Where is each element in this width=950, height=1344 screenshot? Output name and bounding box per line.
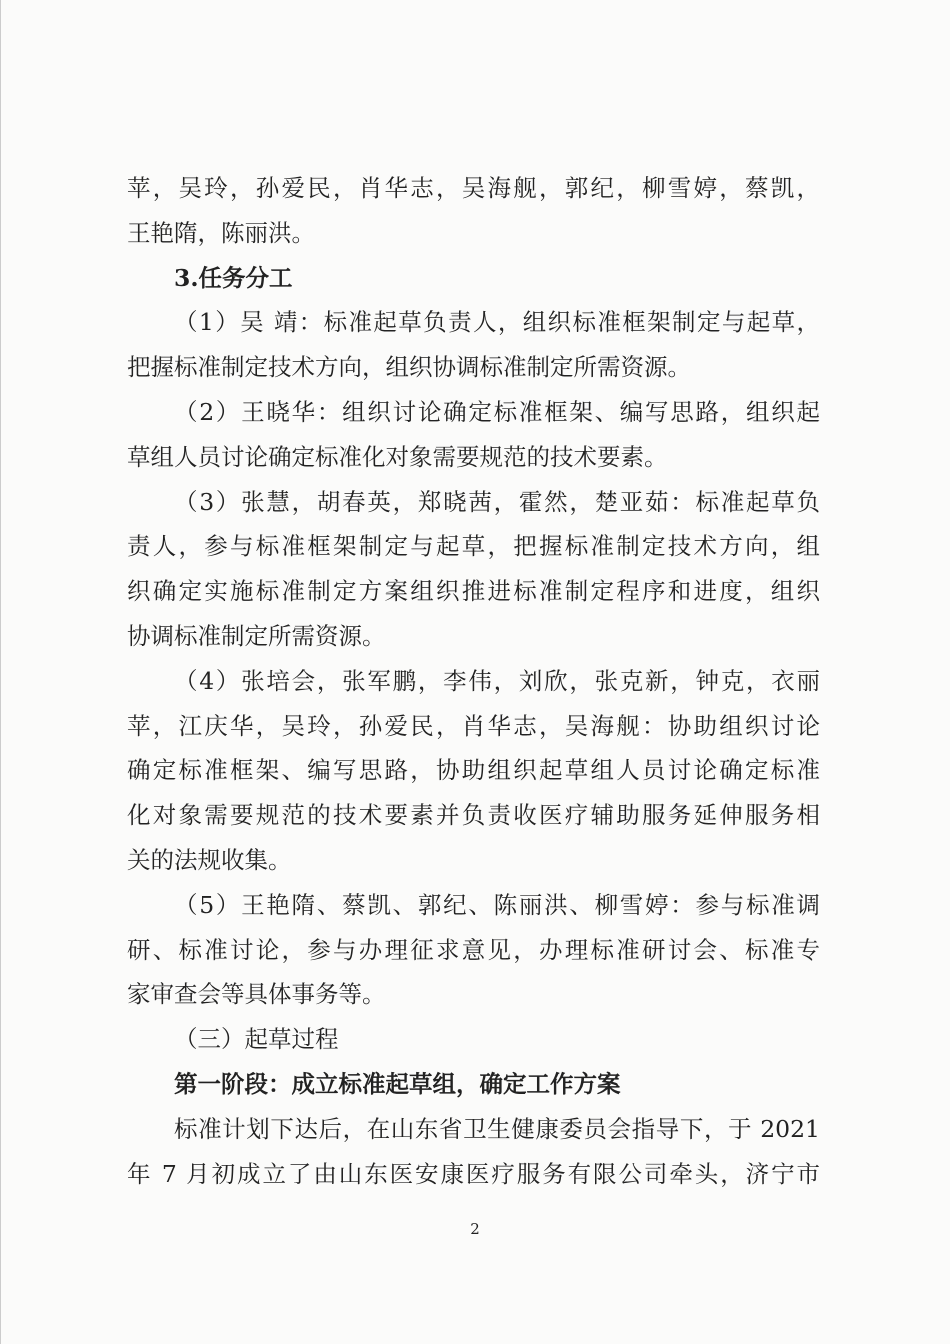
text-line: 确定标准框架、编写思路，协助组织起草组人员讨论确定标准 xyxy=(127,756,820,785)
text-line: 责人，参与标准框架制定与起草，把握标准制定技术方向，组 xyxy=(127,532,820,561)
scan-edge xyxy=(0,0,1,1344)
text-line: （2）王晓华：组织讨论确定标准框架、编写思路，组织起 xyxy=(174,397,820,426)
paragraph-task-2 xyxy=(127,390,820,480)
paragraph-heading-stage1 xyxy=(127,1062,820,1107)
text-line: 第一阶段：成立标准起草组，确定工作方案 xyxy=(174,1069,621,1098)
text-line: 年 7 月初成立了由山东医安康医疗服务有限公司牵头，济宁市 xyxy=(127,1159,820,1188)
text-line: 3.任务分工 xyxy=(174,263,293,292)
text-line: （4）张培会，张军鹏，李伟，刘欣，张克新，钟克，衣丽 xyxy=(174,666,820,695)
paragraph-stage1-text xyxy=(127,1107,820,1197)
text-line: 家审查会等具体事务等。 xyxy=(127,980,386,1009)
paragraph-task-4 xyxy=(127,659,820,883)
paragraph-task-5 xyxy=(127,883,820,1017)
text-line: （5）王艳隋、蔡凯、郭纪、陈丽洪、柳雪婷：参与标准调 xyxy=(174,890,820,919)
text-line: 关的法规收集。 xyxy=(127,845,292,874)
text-line: 研、标准讨论，参与办理征求意见，办理标准研讨会、标准专 xyxy=(127,935,820,964)
page-number: 2 xyxy=(470,1220,480,1238)
text-line: 织确定实施标准制定方案组织推进标准制定程序和进度，组织 xyxy=(127,577,820,606)
text-line: 协调标准制定所需资源。 xyxy=(127,621,386,650)
text-line: 把握标准制定技术方向，组织协调标准制定所需资源。 xyxy=(127,353,691,382)
text-line: 化对象需要规范的技术要素并负责收医疗辅助服务延伸服务相 xyxy=(127,801,820,830)
text-line: （三）起草过程 xyxy=(174,1025,339,1054)
text-line: 标准计划下达后，在山东省卫生健康委员会指导下，于 2021 xyxy=(174,1114,820,1143)
text-line: 苹，江庆华，吴玲，孙爱民，肖华志，吴海舰：协助组织讨论 xyxy=(127,711,820,740)
text-line: 草组人员讨论确定标准化对象需要规范的技术要素。 xyxy=(127,442,668,471)
text-line: （3）张慧，胡春英，郑晓茜，霍然，楚亚茹：标准起草负 xyxy=(174,487,820,516)
paragraph-heading-process xyxy=(127,1017,820,1062)
text-line: 苹，吴玲，孙爱民，肖华志，吴海舰，郭纪，柳雪婷，蔡凯， xyxy=(127,174,820,202)
document-page xyxy=(127,166,820,1196)
text-line: （1）吴 靖：标准起草负责人，组织标准框架制定与起草， xyxy=(174,308,820,337)
paragraph-members-cont xyxy=(127,166,820,256)
paragraph-task-3 xyxy=(127,480,820,659)
text-line: 王艳隋，陈丽洪。 xyxy=(127,218,315,247)
paragraph-task-1 xyxy=(127,300,820,390)
paragraph-heading-task xyxy=(127,256,820,301)
